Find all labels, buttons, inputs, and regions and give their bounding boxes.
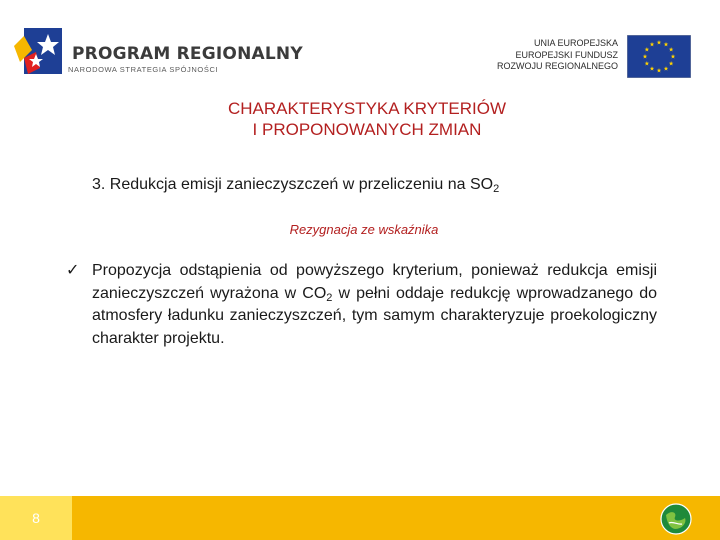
proposal-text-part-1: Propozycja odstąpienia od powyższego kryterium, ponieważ redukcja emisji zanieczyszczeń wyrażona w CO	[92, 262, 657, 302]
eu-label-line-3: ROZWOJU REGIONALNEGO	[496, 61, 618, 71]
footer-bar	[0, 496, 720, 540]
criterion-heading-text: 3. Redukcja emisji zanieczyszczeń w przeliczeniu na SO	[92, 176, 494, 193]
proposal-subscript: 2	[326, 291, 333, 304]
eu-flag-icon	[627, 35, 691, 78]
eu-fund-label	[497, 38, 618, 73]
slide-title-line-2: I PROPONOWANYCH ZMIAN	[252, 120, 482, 139]
withdrawal-note: Rezygnacja ze wskaźnika	[289, 222, 439, 237]
program-logo	[10, 24, 303, 84]
globe-logo-icon	[660, 503, 692, 535]
slide-title-line-1: CHARAKTERYSTYKA KRYTERIÓW	[227, 99, 507, 118]
proposal-paragraph	[92, 260, 657, 350]
checkmark-bullet-icon: ✓	[66, 262, 80, 279]
eu-label-line-2: EUROPEJSKI FUNDUSZ	[515, 49, 618, 60]
program-title: PROGRAM REGIONALNY	[72, 44, 303, 64]
criterion-heading	[92, 176, 499, 194]
criterion-heading-subscript: 2	[493, 183, 500, 195]
program-logo-emblem-icon	[10, 24, 66, 84]
page-number: 8	[0, 496, 72, 540]
proposal-text-part-2: w pełni oddaje redukcję wprowadzanego do atmosfery ładunku zanieczyszczeń, tym samym charakteryzuje proekologiczny charakter projektu.	[92, 284, 658, 347]
program-subtitle: NARODOWA STRATEGIA SPÓJNOŚCI	[68, 65, 219, 74]
slide-title	[0, 98, 720, 140]
eu-label-line-1: UNIA EUROPEJSKA	[533, 38, 618, 48]
